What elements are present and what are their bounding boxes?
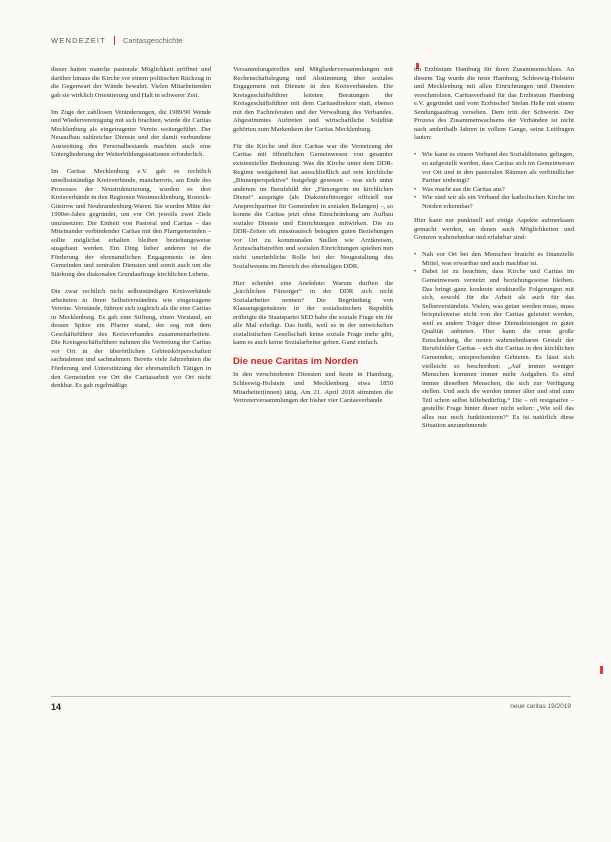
paragraph: Für die Kirche und ihre Caritas war die Vernetzung der Caritas mit öffentlichen Gemeinwesen von gesamter existenzieller Bedeutung. Was die Kirche unter dem DDR-Regime weitgehend hat ausschließlich auf rein kirchliche „Binnenperspektive“ festgelegt gewesen – was sich unter anderem im Berufsbild der „Fürsorgerin im kirchlichen Dienst“ ausprägte (als Diakoniefürsorger offiziell nur Ansprechpartner für Gemeinden in sozialen Belangen) –, so konnte die Caritas jetzt ohne Einschränkung am Aufbau sozialer Dienste und Einrichtungen mitwirken. Die zu DDR-Zeiten oft misstrauisch beäugten guten Beziehungen vor Ort zu kommunalen Stellen wie Arztkreisen, Ärzteschaftstreffen und sozialen Einrichtungen spielten nun nicht unerhebliche Rolle bei der Neugestaltung des Sozialwesens im Bereich des ehemaligen DDR. (233, 142, 393, 270)
paragraph: Im Caritas Mecklenburg e.V. gab es rechtlich unselbstständige Kreisverbände, mancherorts, am Ende des Prozesses der Neustrukturierung, wurden es drei Kreisverbände in den Regionen Westmecklenburg, Rostock-Güstrow und Neubrandenburg-Waren. Sie wurden Mitte der 1990er-Jahre gegründet, um vor Ort jeweils zwei Ziele umzusetzen: Die Einheit von Pastoral und Caritas – das Miteinander verbindender Caritas mit den Pfarrgemeinden – sollte möglichst erhalten bleiben beziehungsweise ausgebaut werden. Ein Ding lieber anderen ist die Förderung der ehrenamtlichen Engagements in den Gemeinden und zentralen Diensten und somit auch um die Stärkung des diakonalen Grundauftrags kirchlichen Lebens. (51, 168, 211, 279)
paragraph: Hier kann nur punktuell auf einige Aspekte aufmerksam gemacht werden, an denen auch Möglichkeiten und Grenzen wahrnehmbar und erfahrbar sind: (414, 217, 574, 242)
page-number: 14 (51, 702, 62, 712)
magazine-issue: neue caritas 19/2019 (510, 703, 571, 710)
section-name: WENDEZEIT (51, 35, 106, 45)
section-subtitle: Caritasgeschichte (122, 35, 183, 45)
paragraph: Versammlungstreffen und Mitgliederversammlungen mit Rechenschaftslegung und Abstimmung über soziales Engagement mit Dienste in den Kreisverbänden. Die Kreisgeschäftsführer leiteten Beratungen der Kreisgeschäftsführer mit dem Caritasdirektor statt, ebenso mit den Fachreferaten und der Verwaltung des Verbandes. Abgestimmtes Auftreten und wirtschaftliche Solidität gehörten zum Markenkern der Caritas Mecklenburg. (233, 66, 393, 133)
paragraph: Im Zuge der zahllosen Veränderungen, die 1989/90 Wende und Wiedervereinigung mit sich brachten, wurde die Caritas Mecklenburg als eingetragener Verein weitergeführt. Der Neuaufbau zahlreicher Dienste und der damit verbundene Ausweitung des Personalbestands machten auch eine Untergliederung der Weiterbildungsstationen erforderlich. (51, 108, 211, 159)
bullet-list (414, 151, 574, 211)
bullet-item: • Was macht aus die Caritas aus? (414, 186, 574, 195)
header-separator (114, 36, 115, 45)
footer-rule (51, 696, 571, 697)
bullet-item: • Wie kann es einem Verband des Sozialdienstes gelingen, so aufgestellt werden, dass Caritas sich im Gemeinwesen vor Ort und in den pastoralen Räumen als verbindlicher Partner einbringt? (414, 151, 574, 185)
bullet-item: • Dabei ist zu beachten, dass Kirche und Caritas im Gemeinwesen vernetzt und beziehungsweise bleiben. Das bringt ganz konkrete strukturelle Folgerungen mit sich, sowohl für die Arbeit als auch für das Selbstverständnis. Vielen, was getan werden muss, muss beispielsweise nicht von der Caritas geleistet werden, weil es andere Träger diese Dienstleistungen in guter Qualität anbieten. Hier kann die erste große Entscheidung, die neuen wahrnehmbaren Gestalt der Berufsfelder Caritas – sich die Caritas in den kirchlichen Gemeinden, entsprechenden Gebieten. Es lässt sich vielleicht so beschreiben: „Auf immer weniger Menschen kommen immer mehr Aufgaben. Es sind immer dieselben Menschen, die sich zur Verfügung stellen. Und auch die werden immer älter und sind zum Teil schon selbst hilfebedürftig.“ Die – oft resignative – gestellte Frage hinter dieser nicht selten: „Wie soll das alles nur noch funktionieren?“ Es ist natürlich diese Situation anzunehmende (414, 268, 574, 430)
paragraph: In den verschiedenen Diensten und heute in Hamburg, Schleswig-Holstein und Mecklenburg etwa 1850 Mitarbeiter(innen) tätig. Am 21. April 2018 stimmten die Vertreterversammlungen der bisher vier Caritasverbände (233, 371, 393, 405)
column-2 (233, 66, 393, 406)
bullet-item: • Wie sind wir als ein Verband der katholischen Kirche im Norden erkennbar? (414, 194, 574, 211)
running-header (51, 33, 571, 47)
red-margin-mark (600, 666, 603, 674)
bullet-list (414, 251, 574, 430)
paragraph: dieser hatten manche pastorale Möglichkeit eröffnet und darüber hinaus die Kirche vor einem politischen Rückzug in die Gegenwart der Wände bewahrt. Vielen Mitarbeitenden gab sie wirklich Orientierung und Halt in schwerer Zeit. (51, 66, 211, 99)
column-3 (414, 66, 574, 437)
subheading: Die neue Caritas im Norden (233, 356, 359, 368)
paragraph: Hier scheidet eine Anekdote: Warum durften die „kirchlichen Fürsorger“ in der DDR sich nicht Sozialarbeiter nennen? Die Begründung von Klassengegensätzen in der sozialistischen Republik erübrigte die Staatspartei SED habe die soziale Frage ein für alle Mal erledigt. Das heißt, weil es in der entwickelten sozialistischen Gesellschaft keine soziale Frage mehr gibt, kann es auch keine Sozialarbeiter geben. Ganz einfach. (233, 279, 393, 347)
column-1 (51, 66, 211, 391)
bullet-item: • Nah vor Ort bei den Menschen braucht es finanzielle Mittel, was erwartbar und auch machbar ist. (414, 251, 574, 268)
paragraph: Die zwar rechtlich nicht selbstständigen Kreisverbände arbeiteten in ihren Selbstverständnis wie eingetragene Vereine. Vorstände, führten sich zugleich als die eine Caritas in Mecklenburg. Es gab eine Stiftung, einen Vorstand, an dessen Spitze ein Pfarrer stand, der sog mit dem Geschäftsführer des Kreisverbandes zusammenarbeitete. Die Kreisgeschäftsführer nahmen die Vertretung der Caritas vor Ort in der überörtlichen Gebietskörperschaften sachnahmen und sachnahmen. Bereits viele Jahrzehnten die Förderung und Unterstützung der ehrenamtlich Tätigen in den Gemeinden vor Ort die Caritasarbeit vor Ort nicht denkbar. Es gab regelmäßige (51, 288, 211, 390)
paragraph: im Erzbistum Hamburg für ihren Zusammenschluss. An diesem Tag wurde die neue Hamburg, Schleswig-Holstein und Mecklenburg mit allen Einrichtungen und Diensten verschmolzen. Caritasverband für das Erzbistum Hamburg e.V. gegründet und vom Erzbischof Stefan Heße mit einem Sendungsauftrag versehen. Dem tritt der Schwerin. Der Prozess des Zusammenwachsens der Verbänden ist nicht nach anderthalb Jahren in vollem Gange, seine Leitfragen lauten: (414, 66, 574, 142)
